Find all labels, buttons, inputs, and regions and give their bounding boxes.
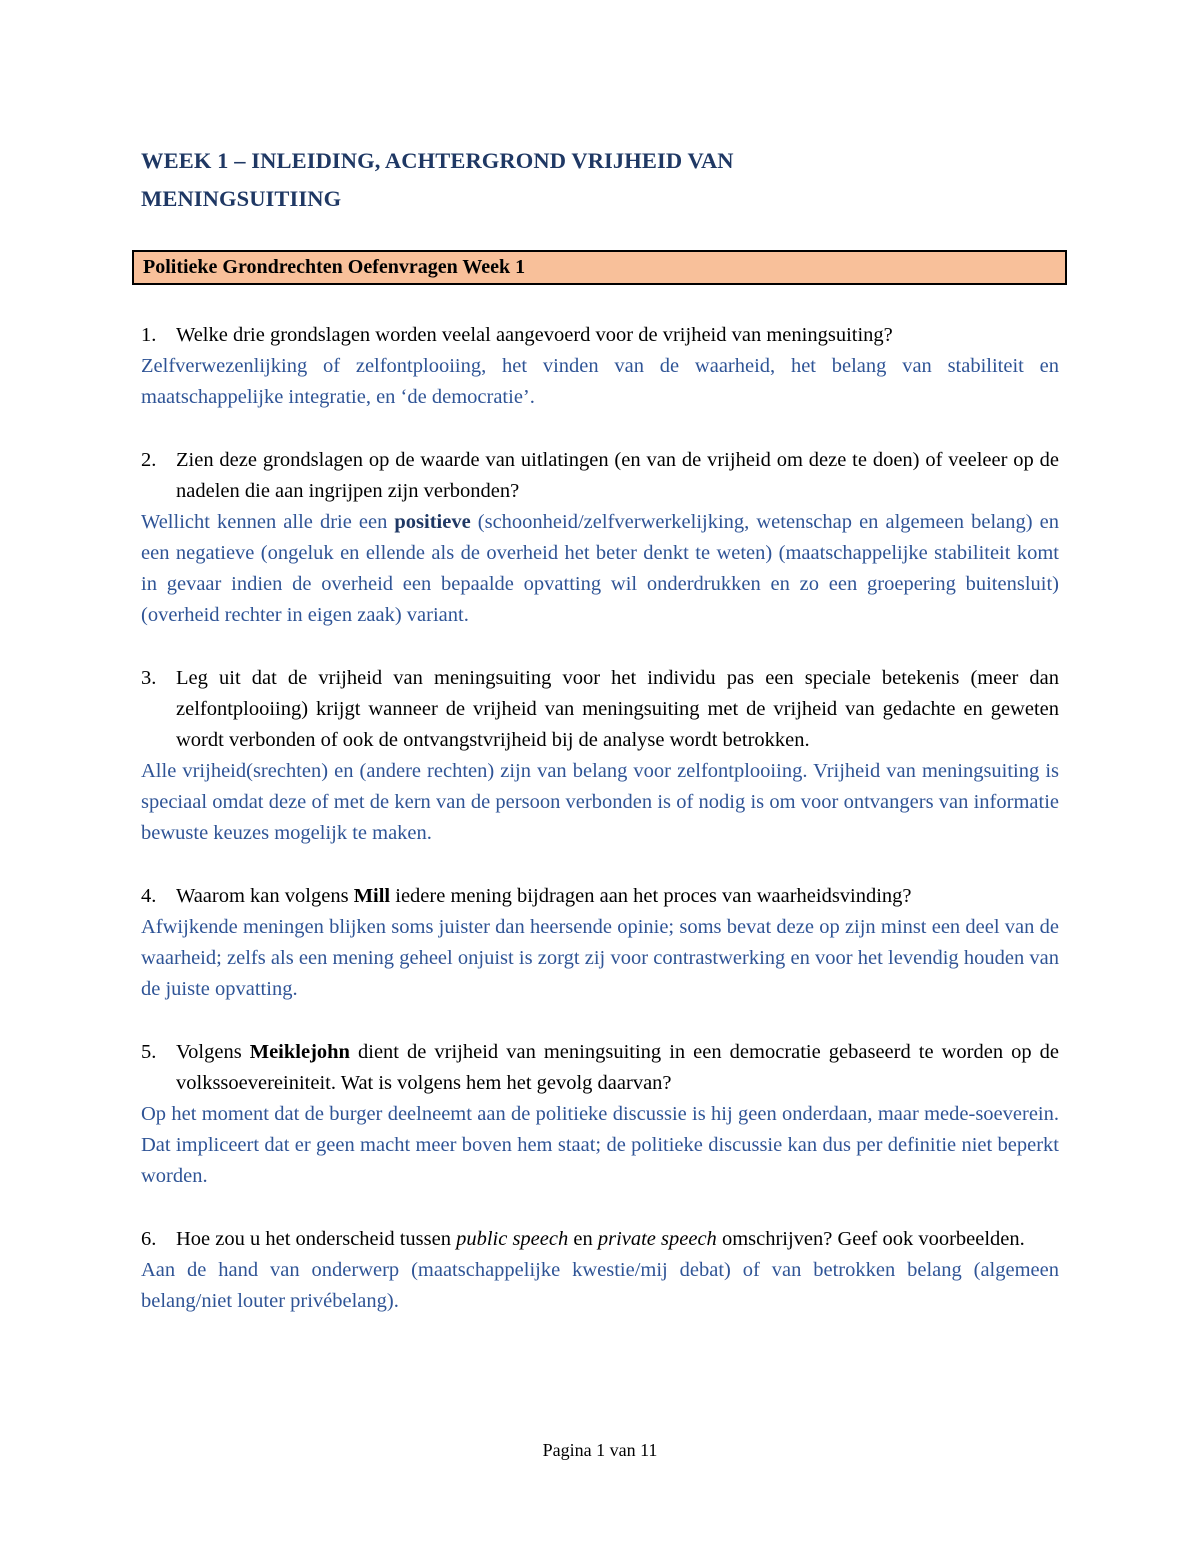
question-number: 4.	[141, 885, 157, 907]
question-block-4	[141, 881, 1059, 1005]
page-title	[141, 142, 1059, 218]
question-3	[141, 663, 1059, 756]
question-text: en	[568, 1228, 598, 1250]
question-number: 3.	[141, 667, 157, 689]
question-emphasis: Mill	[353, 885, 391, 907]
question-number: 1.	[141, 324, 157, 346]
title-line-1: WEEK 1 – INLEIDING, ACHTERGROND VRIJHEID VAN	[141, 148, 734, 173]
question-text: Volgens	[176, 1041, 250, 1063]
question-5	[141, 1037, 1059, 1099]
question-text: Leg uit dat de vrijheid van meningsuiting voor het individu pas een speciale betekenis (meer dan zelfontplooiing) krijgt wanneer de vrijheid van meningsuiting met de vrijheid van gedachte en geweten wordt verbonden of ook de ontvangstvrijheid bij de analyse wordt betrokken.	[176, 667, 1059, 751]
answer-text: (schoonheid/zelfverwerkelijking, wetenschap en algemeen belang) en een negatieve (ongeluk en ellende als de overheid het beter denkt te weten) (maatschappelijke stabiliteit komt in gevaar indien de overheid een bepaalde opvatting wil onderdrukken en zo een groepering buitensluit) (overheid rechter in eigen zaak) variant.	[141, 511, 1059, 626]
answer-2	[141, 507, 1059, 631]
question-number: 5.	[141, 1041, 157, 1063]
question-6	[141, 1224, 1059, 1255]
question-block-3	[141, 663, 1059, 849]
question-text: Hoe zou u het onderscheid tussen	[176, 1228, 457, 1250]
answer-1: Zelfverwezenlijking of zelfontplooiing, het vinden van de waarheid, het belang van stabiliteit en maatschappelijke integratie, en ‘de democratie’.	[141, 355, 1059, 408]
question-4	[141, 881, 1059, 912]
answer-text: Wellicht kennen alle drie een	[141, 511, 395, 533]
page-footer: Pagina 1 van 11	[542, 1440, 658, 1460]
question-text: omschrijven? Geef ook voorbeelden.	[716, 1228, 1025, 1250]
question-block-2	[141, 445, 1059, 631]
answer-4: Afwijkende meningen blijken soms juister dan heersende opinie; soms bevat deze op zijn minst een deel van de waarheid; zelfs als een mening geheel onjuist is zorgt zij voor contrastwerking en voor het levendig houden van de juiste opvatting.	[141, 916, 1059, 1000]
question-block-6	[141, 1224, 1059, 1317]
question-text: dient de vrijheid van meningsuiting in een democratie gebaseerd te worden op de volkssoevereiniteit. Wat is volgens hem het gevolg daarvan?	[176, 1041, 1060, 1094]
question-italic: private speech	[597, 1228, 717, 1250]
answer-6: Aan de hand van onderwerp (maatschappelijke kwestie/mij debat) of van betrokken belang (algemeen belang/niet louter privébelang).	[141, 1259, 1059, 1312]
question-block-5	[141, 1037, 1059, 1192]
question-emphasis: Meiklejohn	[249, 1041, 350, 1063]
question-italic: public speech	[456, 1228, 569, 1250]
answer-3: Alle vrijheid(srechten) en (andere rechten) zijn van belang voor zelfontplooiing. Vrijheid van meningsuiting is speciaal omdat deze of met de kern van de persoon verbonden is of nodig is om voor ontvangers van informatie bewuste keuzes mogelijk te maken.	[141, 760, 1059, 844]
title-line-2: MENINGSUITIING	[141, 186, 342, 211]
question-2	[141, 445, 1059, 507]
question-block-1	[141, 320, 1059, 413]
question-number: 2.	[141, 449, 157, 471]
page-content	[141, 142, 1059, 1317]
question-text: Welke drie grondslagen worden veelal aangevoerd voor de vrijheid van meningsuiting?	[176, 324, 893, 346]
answer-emphasis: positieve	[394, 511, 471, 533]
answer-5: Op het moment dat de burger deelneemt aan de politieke discussie is hij geen onderdaan, maar mede-soeverein. Dat impliceert dat er geen macht meer boven hem staat; de politieke discussie kan dus per definitie niet beperkt worden.	[141, 1103, 1059, 1187]
question-text: Zien deze grondslagen op de waarde van uitlatingen (en van de vrijheid om deze te doen) of veeleer op de nadelen die aan ingrijpen zijn verbonden?	[176, 449, 1059, 502]
section-heading-box: Politieke Grondrechten Oefenvragen Week 1	[132, 250, 1067, 285]
question-number: 6.	[141, 1228, 157, 1250]
question-text: Waarom kan volgens	[176, 885, 354, 907]
question-text: iedere mening bijdragen aan het proces van waarheidsvinding?	[390, 885, 912, 907]
question-1	[141, 320, 1059, 351]
